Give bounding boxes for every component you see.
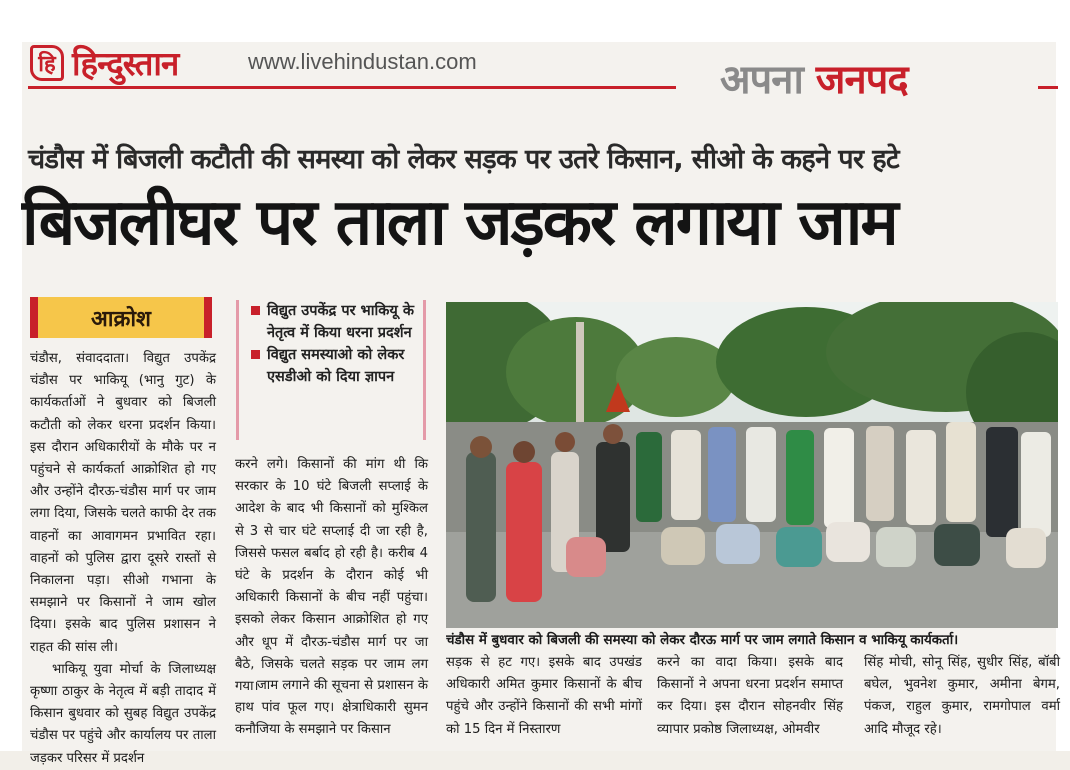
column-2-paragraph-2: जाम लगाने की सूचना से प्रशासन के हाथ पांव फूल गए। क्षेत्राधिकारी सुमन कनौजिया के समझाने पर किसान: [235, 678, 428, 738]
column-5-text: सिंह मोची, सोनू सिंह, सुधीर सिंह, बॉबी बघेल, भुवनेश कुमार, अमीना बेगम, पंकज, राहुल कुमार, रामगोपाल वर्मा आदि मौजूद रहे।: [864, 655, 1060, 737]
article-column-2: [235, 454, 428, 698]
article-column-1: [30, 348, 216, 770]
article-tag: आक्रोश: [30, 297, 212, 338]
photo-caption: चंडौस में बुधवार को बिजली की समस्या को लेकर दौरऊ मार्ग पर जाम लगाते किसान व भाकियू कार्यकर्ता।: [446, 633, 959, 648]
masthead-rule-end: [1038, 86, 1058, 89]
masthead-rule: [28, 86, 676, 89]
article-column-2-bottom: [235, 675, 428, 742]
column-1-paragraph-2: भाकियू युवा मोर्चा के जिलाध्यक्ष कृष्णा ठाकुर के नेतृत्व में बड़ी तादाद में किसान बुधवार को सुबह विद्युत उपकेंद्र चंडौस पर पहुंचे और कार्यालय पर ताला जड़कर परिसर में प्रदर्शन: [30, 661, 216, 766]
protest-photo: [446, 302, 1058, 628]
website-url: www.livehindustan.com: [248, 49, 477, 74]
hindustan-logo-icon: हि: [30, 45, 64, 81]
article-column-3: [446, 652, 642, 741]
highlight-item: [251, 344, 417, 388]
section-title-part-2: जनपद: [815, 57, 908, 103]
article-column-4: [657, 652, 843, 741]
bullet-square-icon: [251, 306, 260, 315]
article-subheadline: चंडौस में बिजली कटौती की समस्या को लेकर सड़क पर उतरे किसान, सीओ के कहने पर हटे: [28, 144, 899, 175]
column-2-paragraph-1: करने लगे। किसानों की मांग थी कि सरकार के 10 घंटे बिजली सप्लाई के आदेश के बाद भी किसानों को मुश्किल से 3 से चार घंटे सप्लाई दी जा रही है, जिससे फसल बर्बाद हो रही है। करीब 4 घंटे के प्रदर्शन के दौरान कोई भी अधिकारी किसानों के बीच नहीं पहुंचा। इसको लेकर किसान आक्रोशित हो गए और धूप में दौरऊ-चंडौस मार्ग पर जा बैठे, जिसके चलते सड़क पर जाम लग गया।: [235, 457, 428, 695]
right-margin: [1056, 0, 1070, 751]
article-headline: बिजलीघर पर ताला जड़कर लगाया जाम: [22, 186, 897, 260]
bullet-square-icon: [251, 350, 260, 359]
left-margin: [0, 0, 22, 751]
highlight-text: विद्युत समस्याओ को लेकर एसडीओ को दिया ज्ञापन: [267, 347, 405, 385]
article-column-5: [864, 652, 1060, 741]
column-4-text: करने का वादा किया। इसके बाद किसानों ने अपना धरना प्रदर्शन समाप्त कर दिया। इस दौरान सोहनवीर सिंह व्यापार प्रकोष्ठ जिलाध्यक्ष, ओमवीर: [657, 655, 843, 737]
highlight-item: [251, 300, 417, 344]
column-3-text: सड़क से हट गए। इसके बाद उपखंड अधिकारी अमित कुमार किसानों के बीच पहुंचे और उन्होंने किसानों की सभी मांगों को 15 दिन में निस्तारण: [446, 655, 642, 737]
section-title: [720, 50, 908, 105]
highlights-box: [236, 300, 426, 440]
column-1-paragraph-1: चंडौस, संवाददाता। विद्युत उपकेंद्र चंडौस पर भाकियू (भानु गुट) के कार्यकर्ताओं ने बुधवार को बिजली कटौती को लेकर धरना प्रदर्शन किया। इस दौरान अधिकारीयों के मौके पर न पहुंचने से कार्यकर्ता आक्रोशित हो गए और उन्होंने दौरऊ-चंडौस मार्ग पर जाम लगा दिया, जिसके चलते काफी देर तक वाहनों का आवागमन प्रभावित रहा। वाहनों को पुलिस द्वारा दूसरे रास्तों से निकालना पड़ा। सीओ गभाना के समझाने पर किसानों ने जाम खोल दिया। इसके बाद पुलिस प्रशासन ने राहत की सांस ली।: [30, 351, 216, 655]
section-title-part-1: अपना: [720, 57, 803, 103]
top-margin: [0, 0, 1070, 42]
newspaper-name: हिन्दुस्तान: [72, 44, 179, 83]
highlight-text: विद्युत उपकेंद्र पर भाकियू के नेतृत्व में किया धरना प्रदर्शन: [267, 303, 414, 341]
protest-photo-image: [446, 302, 1058, 628]
